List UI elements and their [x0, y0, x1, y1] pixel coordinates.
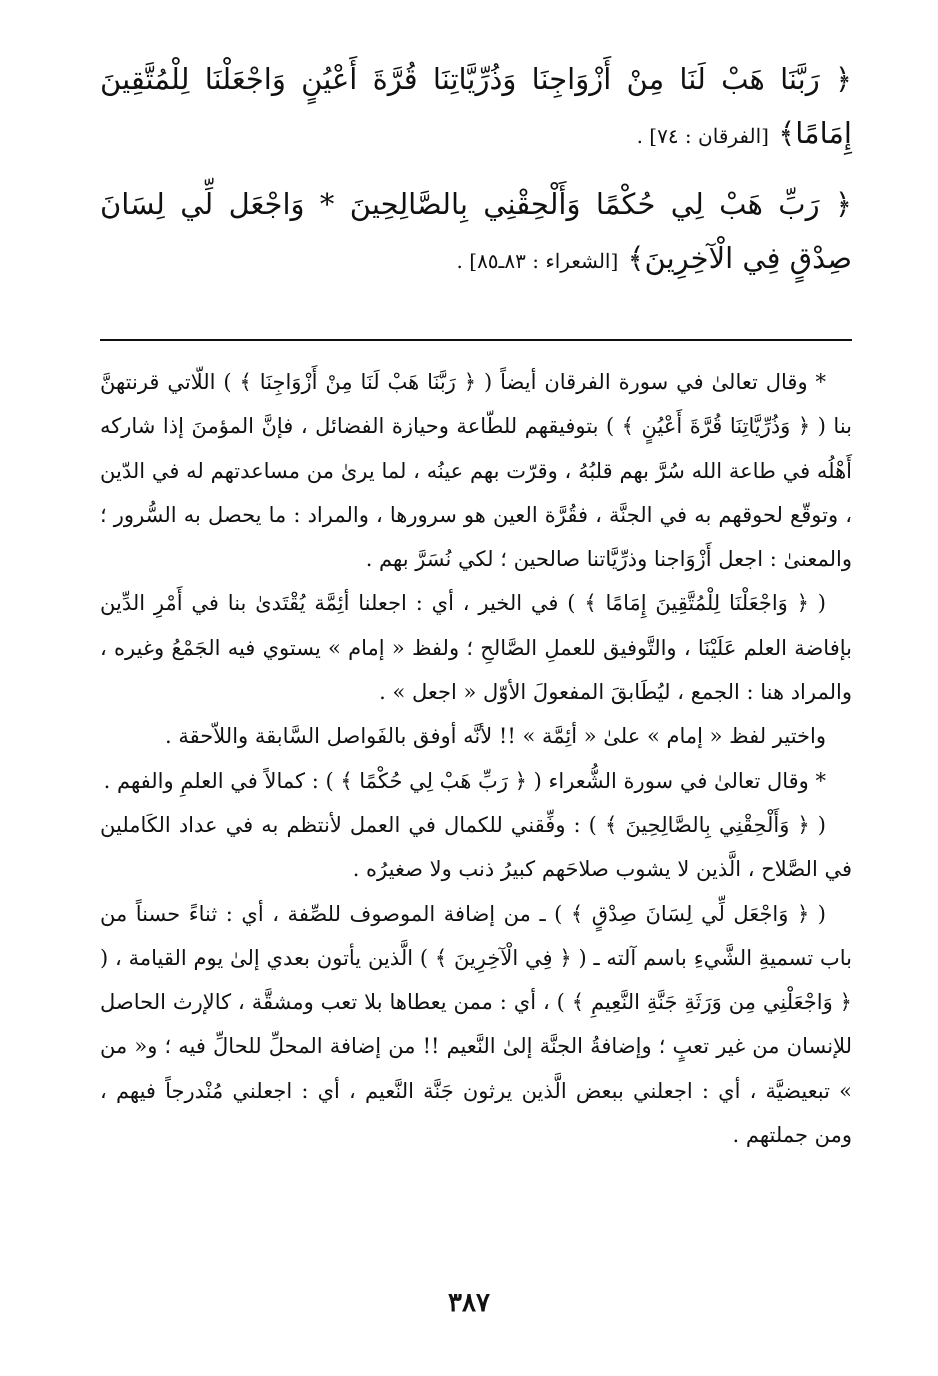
- page-number: ٣٨٧: [448, 1288, 490, 1318]
- commentary-body: [100, 360, 852, 1157]
- paragraph-imam-word-choice: واختير لفظ « إمام » علىٰ « أئِمَّة » !! لأنَّه أوفق بالفَواصل السَّابقة واللاّحقة .: [165, 724, 826, 749]
- paragraph-shuara-commentary: * وقال تعالىٰ في سورة الشُّعراء ( ﴿ رَبِّ هَبْ لِي حُكْمًا ﴾ ) : كمالاً في العلمِ والفهم .: [103, 768, 826, 793]
- verse-furqan-74: [100, 52, 852, 163]
- verse-shuara-83-85: [100, 177, 852, 288]
- paragraph-lisan-sidq-explanation: ( ﴿ وَاجْعَل لِّي لِسَانَ صِدْقٍ ﴾ ) ـ من إضافة الموصوف للصِّفة ، أي : ثناءً حسناً من باب تسميةِ الشَّيءِ باسم آلته ـ ( ﴿ فِي الْآخِرِينَ ﴾ ) الَّذين يأتون بعدي إلىٰ يوم القيامة ، ( ﴿ وَاجْعَلْنِي مِن وَرَثَةِ جَنَّةِ النَّعِيمِ ﴾ ) ، أي : ممن يعطاها بلا تعب ومشقَّة ، كالإرث الحاصل للإنسان من غير تعبٍ ؛ وإضافةُ الجنَّة إلىٰ النَّعيم !! من إضافة المحلِّ للحالِّ فيه ؛ و« من » تبعيضيَّة ، أي : اجعلني ببعض الَّذين يرثون جَنَّة النَّعيم ، أي : اجعلني مُنْدرجاً فيهم ، ومن جملتهم .: [100, 901, 852, 1148]
- verse-reference: [الفرقان : ٧٤] .: [636, 124, 769, 148]
- verse-text: ﴿ رَبَّنَا هَبْ لَنَا مِنْ أَزْوَاجِنَا وَذُرِّيَّاتِنَا قُرَّةَ أَعْيُنٍ وَاجْعَلْنَا لِلْمُتَّقِينَ إِمَامًا﴾: [100, 62, 852, 150]
- section-divider: [100, 339, 852, 341]
- paragraph-imam-explanation: ( ﴿ وَاجْعَلْنَا لِلْمُتَّقِينَ إِمَامًا ﴾ ) في الخير ، أي : اجعلنا أئِمَّة يُقْتَدىٰ بنا في أَمْرِ الدِّين بإفاضة العلم عَلَيْنَا ، والتَّوفيق للعملِ الصَّالحِ ؛ ولفظ « إمام » يستوي فيه الجَمْعُ وغيره ، والمراد هنا : الجمع ، ليُطَابقَ المفعولَ الأوّل « اجعل » .: [100, 591, 852, 705]
- verse-reference: [الشعراء : ٨٣ـ٨٥] .: [456, 249, 619, 273]
- verse-text: ﴿ رَبِّ هَبْ لِي حُكْمًا وَأَلْحِقْنِي بِالصَّالِحِينَ * وَاجْعَل لِّي لِسَانَ صِدْقٍ فِي الْآخِرِينَ﴾: [100, 187, 852, 275]
- paragraph-furqan-commentary: * وقال تعالىٰ في سورة الفرقان أيضاً ( ﴿ رَبَّنَا هَبْ لَنَا مِنْ أَزْوَاجِنَا ﴾ ) اللّاتي قرنتهنَّ بنا ( ﴿ وَذُرِّيَّاتِنَا قُرَّةَ أَعْيُنٍ ﴾ ) بتوفيقهم للطّاعة وحيازة الفضائل ، فإنَّ المؤمنَ إذا شاركه أَهْلُه في طاعة الله سُرَّ بهم قلبُهُ ، وقرّت بهم عينُه ، لما يرىٰ من مساعدتهم له في الدّين ، وتوقّع لحوقهم به في الجنَّة ، فقُرَّة العين هو سرورها ، والمراد : ما يحصل به السُّرور ؛ والمعنىٰ : اجعل أَزْوَاجنا وذرِّيَّاتنا صالحين ؛ لكي نُسَرَّ بهم .: [100, 370, 852, 572]
- paragraph-salihin-explanation: ( ﴿ وَأَلْحِقْنِي بِالصَّالِحِينَ ﴾ ) : وفِّقني للكمال في العمل لأنتظم به في عداد الكَاملين في الصَّلاح ، الَّذين لا يشوب صلاحَهم كبيرُ ذنب ولا صغيرُه .: [100, 812, 852, 882]
- quran-verses-block: [100, 52, 852, 302]
